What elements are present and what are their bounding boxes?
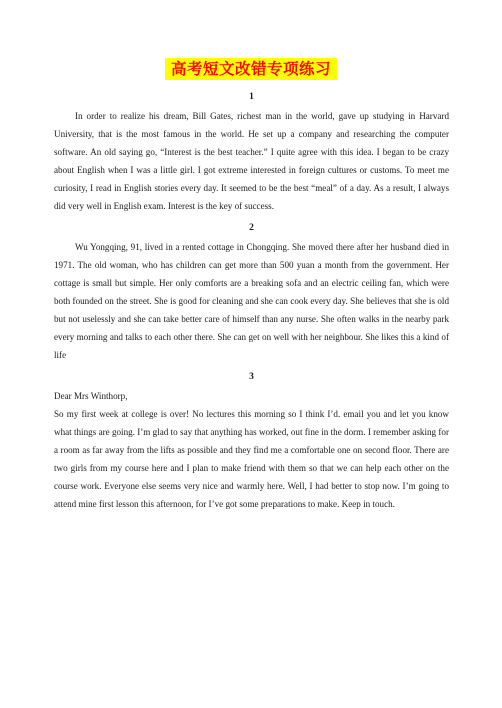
exercise-section-2	[54, 221, 449, 364]
section-text: So my first week at college is over! No lectures this morning so I think I’d. email you and let you know what things are going. I’m glad to say that anything has worked, out fine in the dorm. I remember asking for a room as far away from the lifts as possible and they find me a comfortable one on second floor. There are two girls from my course here and I plan to make friend with them so that we can help each other on the course work. Everyone else seems very nice and warmly here. Well, I had better to stop now. I’m going to attend mine first lesson this afternoon, for I’ve got some preparations to make. Keep in touch.	[54, 409, 449, 509]
document-body	[54, 90, 449, 513]
section-number: 3	[249, 372, 254, 382]
title-container	[0, 58, 502, 80]
section-number: 2	[249, 223, 254, 233]
exercise-section-1	[54, 90, 449, 215]
section-text: Wu Yongqing, 91, lived in a rented cottage in Chongqing. She moved there after her husband died in 1971. The old woman, who has children can get more than 500 yuan a month from the government. Her cottage is small but simple. Her only comforts are a breaking sofa and an electric ceiling fan, which were both founded on the street. She is good for cleaning and she can cook every day. She believes that she is old but not uselessly and she can take better care of himself than any nurse. She often walks in the nearby park every morning and talks to each other there. She can get on well with her neighbour. She likes this a kind of life	[54, 242, 449, 360]
section-text: In order to realize his dream, Bill Gates, richest man in the world, gave up studying in Harvard University, that is the most famous in the world. He set up a company and researching the computer software. An old saying go, “Interest is the best teacher.” I quite agree with this idea. I began to be crazy about English when I was a little girl. I got extreme interested in foreign cultures or customs. To meet me curiosity, I read in English stories every day. It seemed to be the best “meal” of a day. As a result, I always did very well in English exam. Interest is the key of success.	[54, 111, 449, 211]
exercise-section-3	[54, 370, 449, 513]
section-number: 1	[249, 92, 254, 102]
letter-salutation: Dear Mrs Winthorp,	[54, 391, 128, 401]
page-title: 高考短文改错专项练习	[165, 58, 337, 80]
